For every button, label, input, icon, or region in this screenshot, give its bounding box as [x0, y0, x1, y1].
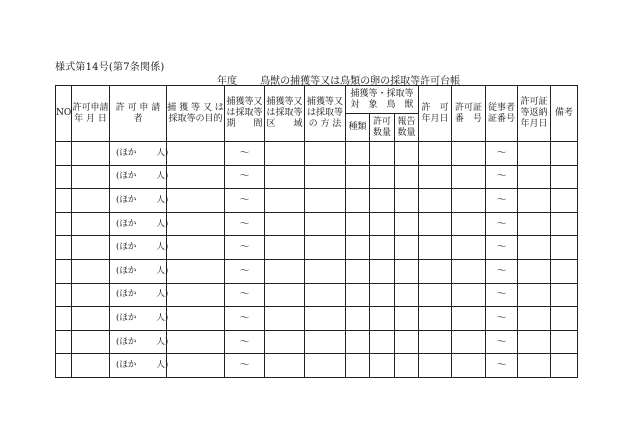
table-cell[interactable] — [518, 330, 551, 354]
table-cell[interactable] — [518, 259, 551, 283]
table-cell[interactable] — [452, 212, 486, 236]
table-row — [56, 142, 578, 166]
table-cell[interactable] — [56, 283, 72, 307]
worker-cert-cell[interactable] — [486, 259, 518, 283]
fiscal-year-label: 年度 — [217, 76, 237, 87]
table-cell[interactable] — [452, 283, 486, 307]
table-row — [56, 354, 578, 378]
table-cell[interactable] — [72, 259, 110, 283]
others-open-label: (ほか — [116, 171, 137, 182]
table-cell[interactable] — [452, 142, 486, 166]
period-cell[interactable] — [225, 142, 265, 166]
table-cell[interactable] — [370, 283, 395, 307]
table-cell[interactable] — [370, 189, 395, 213]
others-close-label: 人) — [156, 265, 169, 276]
others-close-label: 人) — [156, 194, 169, 205]
table-cell[interactable] — [419, 307, 452, 331]
worker-cert-cell[interactable] — [486, 212, 518, 236]
worker-cert-cell[interactable] — [486, 330, 518, 354]
table-cell[interactable] — [551, 236, 578, 260]
others-close-label: 人) — [156, 147, 169, 158]
table-row — [56, 330, 578, 354]
others-open-label: (ほか — [116, 312, 137, 323]
table-cell[interactable] — [265, 354, 305, 378]
range-tilde: ～ — [496, 360, 507, 372]
table-row — [56, 165, 578, 189]
table-cell[interactable] — [72, 307, 110, 331]
table-row — [56, 283, 578, 307]
range-tilde: ～ — [496, 147, 507, 159]
table-cell[interactable] — [370, 165, 395, 189]
range-tilde: ～ — [239, 312, 250, 324]
worker-cert-cell[interactable] — [486, 165, 518, 189]
table-cell[interactable] — [370, 307, 395, 331]
period-cell[interactable] — [225, 283, 265, 307]
table-cell[interactable] — [370, 330, 395, 354]
table-cell[interactable] — [518, 142, 551, 166]
table-cell[interactable] — [346, 330, 370, 354]
applicant-cell[interactable] — [110, 354, 167, 378]
range-tilde: ～ — [239, 242, 250, 254]
table-cell[interactable] — [346, 283, 370, 307]
header-remarks: 備考 — [551, 86, 578, 142]
table-cell[interactable] — [305, 283, 346, 307]
period-cell[interactable] — [225, 189, 265, 213]
table-cell[interactable] — [346, 354, 370, 378]
table-cell[interactable] — [395, 236, 419, 260]
table-cell[interactable] — [452, 236, 486, 260]
table-cell[interactable] — [518, 189, 551, 213]
table-cell[interactable] — [370, 354, 395, 378]
table-cell[interactable] — [551, 354, 578, 378]
range-tilde: ～ — [239, 360, 250, 372]
header-purpose: 捕 獲 等 又 は 採取等の目的 — [167, 86, 225, 142]
range-tilde: ～ — [239, 336, 250, 348]
table-cell[interactable] — [56, 165, 72, 189]
range-tilde: ～ — [496, 218, 507, 230]
table-cell[interactable] — [419, 283, 452, 307]
table-cell[interactable] — [265, 189, 305, 213]
table-cell[interactable] — [551, 165, 578, 189]
table-cell[interactable] — [395, 330, 419, 354]
applicant-cell[interactable] — [110, 259, 167, 283]
register-body — [56, 142, 578, 378]
table-cell[interactable] — [551, 212, 578, 236]
range-tilde: ～ — [239, 171, 250, 183]
period-cell[interactable] — [225, 212, 265, 236]
header-applicant: 許 可 申 請 者 — [110, 86, 167, 142]
table-cell[interactable] — [551, 142, 578, 166]
table-cell[interactable] — [551, 283, 578, 307]
table-cell[interactable] — [167, 259, 225, 283]
header-application-date: 許可申請 年 月 日 — [72, 86, 110, 142]
range-tilde: ～ — [496, 242, 507, 254]
table-cell[interactable] — [346, 142, 370, 166]
header-target-species-group: 捕獲等・採取等 対 象 鳥 獣 — [346, 86, 419, 114]
table-cell[interactable] — [265, 142, 305, 166]
range-tilde: ～ — [496, 336, 507, 348]
table-cell[interactable] — [265, 330, 305, 354]
table-cell[interactable] — [167, 236, 225, 260]
table-cell[interactable] — [452, 189, 486, 213]
table-cell[interactable] — [305, 259, 346, 283]
others-close-label: 人) — [156, 360, 169, 371]
table-row — [56, 189, 578, 213]
table-cell[interactable] — [551, 259, 578, 283]
table-cell[interactable] — [305, 165, 346, 189]
table-cell[interactable] — [419, 142, 452, 166]
others-open-label: (ほか — [116, 265, 137, 276]
table-cell[interactable] — [370, 236, 395, 260]
table-cell[interactable] — [265, 212, 305, 236]
applicant-cell[interactable] — [110, 165, 167, 189]
table-cell[interactable] — [518, 307, 551, 331]
table-cell[interactable] — [395, 165, 419, 189]
table-cell[interactable] — [167, 354, 225, 378]
table-cell[interactable] — [167, 307, 225, 331]
applicant-cell[interactable] — [110, 212, 167, 236]
table-cell[interactable] — [72, 354, 110, 378]
table-cell[interactable] — [265, 165, 305, 189]
table-cell[interactable] — [518, 354, 551, 378]
table-cell[interactable] — [167, 212, 225, 236]
table-cell[interactable] — [56, 330, 72, 354]
table-cell[interactable] — [419, 236, 452, 260]
table-cell[interactable] — [265, 283, 305, 307]
header-no: NO — [56, 86, 72, 142]
worker-cert-cell[interactable] — [486, 354, 518, 378]
applicant-cell[interactable] — [110, 189, 167, 213]
table-cell[interactable] — [72, 283, 110, 307]
table-row — [56, 212, 578, 236]
table-cell[interactable] — [518, 165, 551, 189]
table-cell[interactable] — [265, 307, 305, 331]
period-cell[interactable] — [225, 165, 265, 189]
table-cell[interactable] — [551, 307, 578, 331]
applicant-cell[interactable] — [110, 236, 167, 260]
table-cell[interactable] — [370, 212, 395, 236]
table-cell[interactable] — [452, 330, 486, 354]
table-cell[interactable] — [265, 259, 305, 283]
table-cell[interactable] — [395, 189, 419, 213]
table-cell[interactable] — [395, 283, 419, 307]
table-cell[interactable] — [452, 259, 486, 283]
worker-cert-cell[interactable] — [486, 142, 518, 166]
table-cell[interactable] — [518, 283, 551, 307]
header-method: 捕獲等又 は採取等 の 方 法 — [305, 86, 346, 142]
others-open-label: (ほか — [116, 218, 137, 229]
range-tilde: ～ — [239, 218, 250, 230]
table-cell[interactable] — [56, 354, 72, 378]
table-cell[interactable] — [72, 165, 110, 189]
table-cell[interactable] — [419, 212, 452, 236]
table-cell[interactable] — [56, 212, 72, 236]
others-open-label: (ほか — [116, 336, 137, 347]
table-cell[interactable] — [419, 354, 452, 378]
table-cell[interactable] — [265, 236, 305, 260]
table-cell[interactable] — [518, 236, 551, 260]
others-close-label: 人) — [156, 312, 169, 323]
table-cell[interactable] — [419, 189, 452, 213]
table-cell[interactable] — [419, 259, 452, 283]
header-period: 捕獲等又 は採取等 期 間 — [225, 86, 265, 142]
table-cell[interactable] — [419, 330, 452, 354]
others-close-label: 人) — [156, 336, 169, 347]
table-cell[interactable] — [395, 212, 419, 236]
period-cell[interactable] — [225, 330, 265, 354]
table-cell[interactable] — [72, 189, 110, 213]
table-cell[interactable] — [305, 236, 346, 260]
table-cell[interactable] — [56, 259, 72, 283]
range-tilde: ～ — [239, 147, 250, 159]
others-open-label: (ほか — [116, 289, 137, 300]
table-cell[interactable] — [167, 330, 225, 354]
table-cell[interactable] — [452, 165, 486, 189]
range-tilde: ～ — [496, 194, 507, 206]
table-cell[interactable] — [370, 259, 395, 283]
table-row — [56, 259, 578, 283]
table-cell[interactable] — [305, 330, 346, 354]
others-open-label: (ほか — [116, 360, 137, 371]
range-tilde: ～ — [239, 194, 250, 206]
table-cell[interactable] — [346, 236, 370, 260]
table-cell[interactable] — [72, 142, 110, 166]
period-cell[interactable] — [225, 236, 265, 260]
period-cell[interactable] — [225, 259, 265, 283]
table-cell[interactable] — [167, 189, 225, 213]
table-cell[interactable] — [395, 259, 419, 283]
table-cell[interactable] — [72, 212, 110, 236]
table-cell[interactable] — [305, 142, 346, 166]
applicant-cell[interactable] — [110, 307, 167, 331]
table-cell[interactable] — [395, 307, 419, 331]
table-cell[interactable] — [346, 259, 370, 283]
table-cell[interactable] — [305, 189, 346, 213]
permit-register-table — [55, 85, 578, 378]
table-cell[interactable] — [56, 189, 72, 213]
range-tilde: ～ — [496, 265, 507, 277]
others-close-label: 人) — [156, 171, 169, 182]
register-title-text: 鳥獣の捕獲等又は鳥類の卵の採取等許可台帳 — [260, 76, 461, 87]
worker-cert-cell[interactable] — [486, 307, 518, 331]
header-permit-number: 許可証 番 号 — [452, 86, 486, 142]
table-cell[interactable] — [419, 165, 452, 189]
header-area: 捕獲等又 は採取等 区 域 — [265, 86, 305, 142]
table-cell[interactable] — [551, 330, 578, 354]
worker-cert-cell[interactable] — [486, 189, 518, 213]
table-cell[interactable] — [72, 236, 110, 260]
range-tilde: ～ — [496, 312, 507, 324]
range-tilde: ～ — [239, 289, 250, 301]
header-permitted-count: 許可 数量 — [370, 114, 395, 142]
table-cell[interactable] — [305, 212, 346, 236]
header-reported-count: 報告 数量 — [395, 114, 419, 142]
table-cell[interactable] — [452, 307, 486, 331]
table-cell[interactable] — [346, 165, 370, 189]
table-cell[interactable] — [551, 189, 578, 213]
worker-cert-cell[interactable] — [486, 236, 518, 260]
header-worker-cert: 従事者 証番号 — [486, 86, 518, 142]
table-cell[interactable] — [56, 307, 72, 331]
range-tilde: ～ — [496, 289, 507, 301]
header-return-date: 許可証 等返納 年月日 — [518, 86, 551, 142]
table-row — [56, 307, 578, 331]
table-cell[interactable] — [518, 212, 551, 236]
table-cell[interactable] — [167, 283, 225, 307]
period-cell[interactable] — [225, 307, 265, 331]
table-cell[interactable] — [370, 142, 395, 166]
range-tilde: ～ — [496, 171, 507, 183]
header-permit-date: 許 可 年月日 — [419, 86, 452, 142]
others-open-label: (ほか — [116, 194, 137, 205]
table-cell[interactable] — [346, 307, 370, 331]
others-open-label: (ほか — [116, 147, 137, 158]
table-cell[interactable] — [56, 236, 72, 260]
table-cell[interactable] — [346, 212, 370, 236]
applicant-cell[interactable] — [110, 283, 167, 307]
table-cell[interactable] — [346, 189, 370, 213]
header-species: 種類 — [346, 114, 370, 142]
others-close-label: 人) — [156, 218, 169, 229]
applicant-cell[interactable] — [110, 330, 167, 354]
others-open-label: (ほか — [116, 242, 137, 253]
table-cell[interactable] — [167, 165, 225, 189]
table-cell[interactable] — [305, 307, 346, 331]
table-cell[interactable] — [167, 142, 225, 166]
applicant-cell[interactable] — [110, 142, 167, 166]
range-tilde: ～ — [239, 265, 250, 277]
form-number: 様式第14号(第7条関係) — [55, 62, 165, 73]
table-cell[interactable] — [452, 354, 486, 378]
period-cell[interactable] — [225, 354, 265, 378]
table-cell[interactable] — [72, 330, 110, 354]
table-cell[interactable] — [305, 354, 346, 378]
table-cell[interactable] — [56, 142, 72, 166]
others-close-label: 人) — [156, 242, 169, 253]
worker-cert-cell[interactable] — [486, 283, 518, 307]
table-row — [56, 236, 578, 260]
table-cell[interactable] — [395, 142, 419, 166]
table-cell[interactable] — [395, 354, 419, 378]
others-close-label: 人) — [156, 289, 169, 300]
